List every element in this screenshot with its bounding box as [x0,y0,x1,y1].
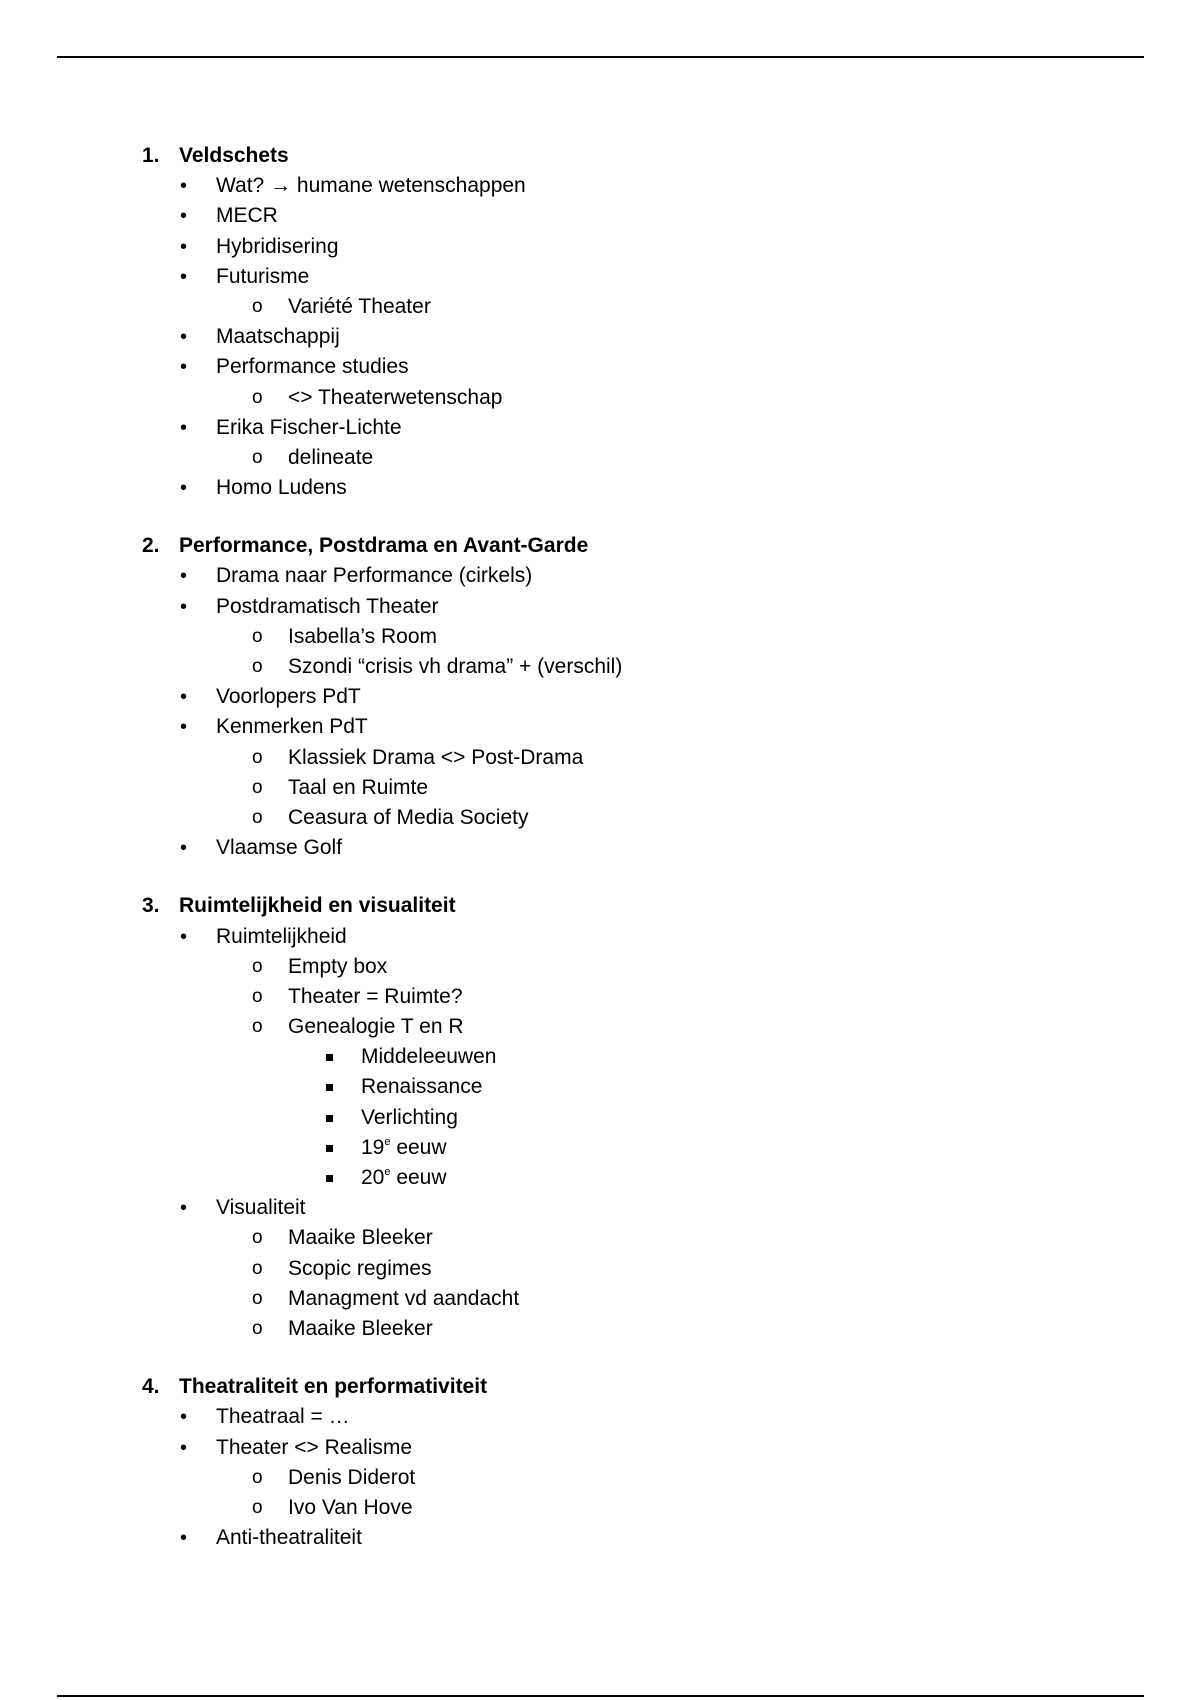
bullet-dot-icon: • [180,326,188,349]
list-item-text [216,171,526,201]
section-number: 2. [142,534,160,558]
bullet-dot-icon: • [180,925,188,948]
item-label: Szondi “crisis vh drama” + (verschil) [288,655,623,678]
list-item [0,1223,1200,1253]
list-item [0,1012,1200,1042]
list-item-text [216,1402,350,1432]
item-label: Maatschappij [216,325,340,349]
bullet-dot-icon: • [180,716,188,739]
item-label: Postdramatisch Theater [216,594,439,618]
bullet-dot-icon: • [180,1406,188,1429]
list-item [0,1072,1200,1102]
list-item-text [288,1223,433,1253]
list-item-text [288,743,583,773]
item-suffix: eeuw [390,1135,447,1159]
bullet-circle-icon: o [252,625,263,647]
list-item [0,773,1200,803]
list-item [0,1314,1200,1344]
list-item [0,803,1200,833]
list-item [0,1163,1200,1193]
list-item-text [288,622,437,652]
item-label: Verlichting [361,1105,458,1129]
list-item-text [288,982,463,1012]
bullet-circle-icon: o [252,295,263,317]
list-item-text [216,561,532,591]
bullet-circle-icon: o [252,656,263,677]
section-number: 1. [142,144,160,167]
list-item [0,1193,1200,1223]
item-label: 19 [361,1135,385,1159]
bullet-square-icon [326,1054,333,1061]
outline-section-1 [0,141,1200,503]
item-superscript: e [384,1135,391,1148]
item-label: Theater = Ruimte? [288,984,463,1008]
list-item-text [288,292,431,322]
bullet-square-icon [326,1084,333,1091]
list-item-text [216,232,339,262]
list-item-text [288,773,428,803]
item-label: Managment vd aandacht [288,1286,520,1310]
list-item-text [216,473,347,503]
list-item-text [216,682,361,712]
outline [0,141,1200,1581]
list-item [0,1254,1200,1284]
list-item-text [216,262,309,292]
item-label: Ivo Van Hove [288,1495,413,1519]
bullet-dot-icon: • [180,1436,188,1459]
list-item [0,682,1200,712]
item-superscript: e [384,1166,391,1178]
item-label: Hybridisering [216,234,339,258]
item-label: Ceasura of Media Society [288,805,529,829]
item-label: Variété Theater [288,294,431,318]
list-item [0,652,1200,682]
item-label: Middeleeuwen [361,1045,497,1069]
list-item-text [216,1523,362,1553]
list-item-text [216,413,402,443]
list-item [0,443,1200,473]
item-label: Ruimtelijkheid [216,924,347,948]
list-item [0,201,1200,231]
item-label: Genealogie T en R [288,1015,464,1039]
list-item [0,352,1200,382]
item-label: Wat? → humane wetenschappen [216,174,526,198]
list-item-text [288,1012,464,1042]
list-item-text [216,352,409,382]
list-item [0,622,1200,652]
list-item-text [288,443,373,473]
list-item-text [288,1314,433,1344]
list-item [0,982,1200,1012]
section-number: 3. [142,894,160,918]
bullet-dot-icon: • [180,235,188,258]
item-label: Taal en Ruimte [288,775,429,799]
item-label: Theatraal = … [216,1405,350,1429]
bullet-dot-icon: • [180,565,188,588]
list-item [0,1103,1200,1133]
list-item-text [361,1042,496,1072]
list-item-text [288,803,528,833]
list-item [0,383,1200,413]
bullet-circle-icon: o [252,386,263,408]
list-item [0,322,1200,352]
list-item [0,1523,1200,1553]
bullet-circle-icon: o [252,1016,263,1038]
item-label: 20 [361,1166,385,1189]
item-label: Anti-theatraliteit [216,1526,362,1550]
list-item [0,1493,1200,1523]
list-item [0,1133,1200,1163]
list-item [0,592,1200,622]
bullet-circle-icon: o [252,1257,263,1279]
bullet-circle-icon: o [252,985,263,1007]
list-item-text [361,1133,447,1163]
outline-section-4 [0,1372,1200,1553]
list-item-text [216,922,347,952]
list-item [0,413,1200,443]
item-label: Klassiek Drama <> Post-Drama [288,745,584,769]
bullet-dot-icon: • [180,686,188,709]
bullet-dot-icon: • [180,205,188,228]
list-item [0,1433,1200,1463]
section-heading [0,1372,1200,1402]
bullet-dot-icon: • [180,477,188,500]
section-title: Veldschets [179,144,289,167]
bullet-circle-icon: o [252,446,263,468]
bullet-circle-icon: o [252,806,263,828]
bullet-circle-icon: o [252,955,263,977]
list-item-text [361,1163,447,1193]
bullet-square-icon [326,1145,333,1152]
bullet-circle-icon: o [252,1287,263,1309]
list-item-text [288,952,387,982]
list-item [0,473,1200,503]
list-item [0,262,1200,292]
bullet-dot-icon: • [180,837,188,860]
list-item-text [216,201,278,231]
list-item [0,171,1200,201]
list-item-text [288,383,502,413]
bullet-square-icon [326,1115,333,1122]
item-label: Scopic regimes [288,1256,432,1280]
bullet-dot-icon: • [180,175,188,198]
list-item-text [288,652,622,682]
bullet-square-icon [326,1175,333,1182]
list-item-text [361,1072,482,1102]
item-label: Maaike Bleeker [288,1226,433,1250]
item-label: <> Theaterwetenschap [288,385,503,409]
bullet-dot-icon: • [180,1527,188,1550]
header-rule [57,56,1144,58]
bullet-dot-icon: • [180,265,188,288]
bullet-circle-icon: o [252,1227,263,1249]
list-item [0,561,1200,591]
item-label: Vlaamse Golf [216,836,343,860]
list-item-text [216,322,340,352]
list-item-text [216,1193,306,1223]
item-label: Isabella’s Room [288,624,438,648]
list-item-text [288,1493,413,1523]
item-label: Theater <> Realisme [216,1435,413,1459]
item-label: Futurisme [216,264,310,288]
item-label: Drama naar Performance (cirkels) [216,564,533,588]
section-heading [0,141,1200,171]
outline-section-2 [0,531,1200,863]
item-label: Visualiteit [216,1196,306,1220]
list-item [0,743,1200,773]
bullet-circle-icon: o [252,776,263,798]
list-item [0,952,1200,982]
bullet-dot-icon: • [180,595,188,618]
list-item-text [216,833,342,863]
list-item [0,1042,1200,1072]
list-item-text [216,592,439,622]
item-label: Erika Fischer-Lichte [216,415,402,439]
bullet-dot-icon: • [180,1197,188,1220]
list-item [0,232,1200,262]
bullet-dot-icon: • [180,356,188,379]
section-number: 4. [142,1375,160,1399]
item-suffix: eeuw [390,1166,447,1189]
item-label: MECR [216,204,278,228]
list-item [0,1463,1200,1493]
item-label: Denis Diderot [288,1465,416,1489]
outline-section-3 [0,891,1200,1344]
item-label: Maaike Bleeker [288,1316,433,1340]
section-heading [0,531,1200,561]
item-label: Voorlopers PdT [216,685,361,709]
list-item [0,712,1200,742]
list-item-text [288,1463,415,1493]
item-label: Kenmerken PdT [216,715,368,739]
list-item-text [361,1103,458,1133]
bullet-circle-icon: o [252,1466,263,1488]
list-item-text [216,1433,412,1463]
bullet-circle-icon: o [252,1317,263,1339]
section-title: Theatraliteit en performativiteit [179,1375,488,1399]
section-heading [0,891,1200,921]
item-label: Empty box [288,954,388,978]
list-item [0,1284,1200,1314]
list-item [0,1402,1200,1432]
list-item [0,292,1200,322]
footer-rule [57,1695,1144,1697]
list-item [0,922,1200,952]
section-title: Ruimtelijkheid en visualiteit [179,894,456,918]
list-item-text [288,1254,432,1284]
item-label: delineate [288,445,374,469]
list-item-text [288,1284,519,1314]
bullet-dot-icon: • [180,416,188,439]
section-title: Performance, Postdrama en Avant-Garde [179,534,589,558]
list-item-text [216,712,368,742]
bullet-circle-icon: o [252,746,263,768]
item-label: Performance studies [216,355,409,379]
bullet-circle-icon: o [252,1496,263,1518]
list-item [0,833,1200,863]
item-label: Renaissance [361,1075,483,1099]
item-label: Homo Ludens [216,476,347,500]
